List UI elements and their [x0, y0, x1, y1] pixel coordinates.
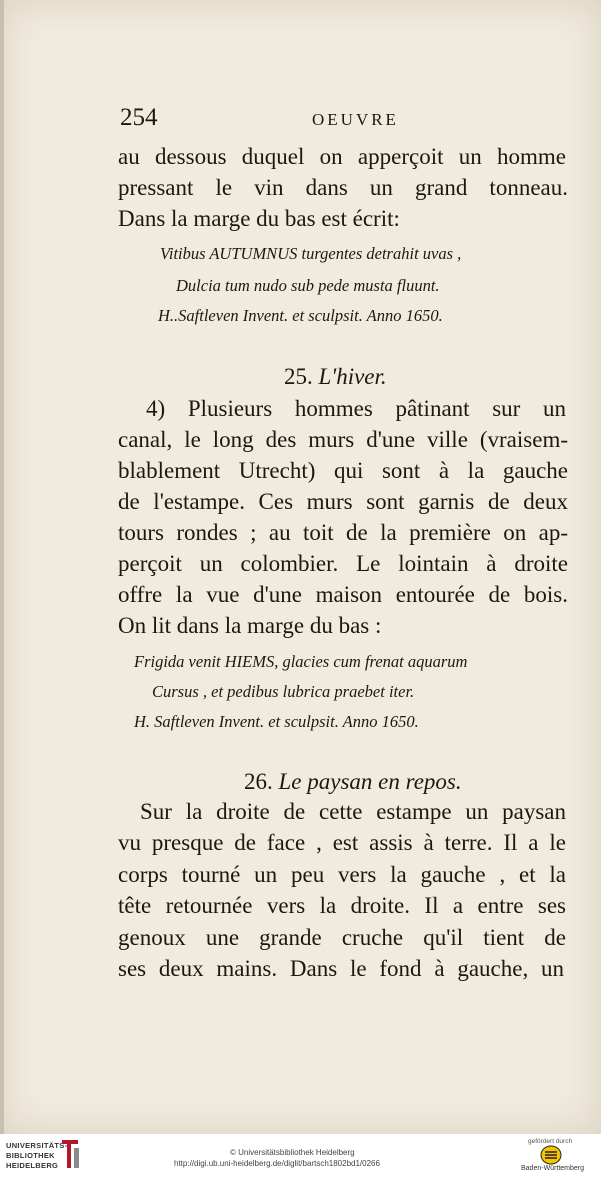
text-line: pressant le vin dans un grand tonneau.	[118, 175, 568, 200]
footer-bar	[0, 1134, 601, 1177]
library-logo-icon[interactable]	[58, 1138, 82, 1170]
verse-line: Vitibus AUTUMNUS turgentes detrahit uvas ,	[160, 244, 462, 263]
verse-signature: H..Saftleven Invent. et sculpsit. Anno 1650.	[158, 306, 443, 325]
library-name-line: UNIVERSITÄTS-	[6, 1141, 68, 1150]
verse-signature: H. Saftleven Invent. et sculpsit. Anno 1650.	[134, 712, 419, 731]
text-line: blablement Utrecht) qui sont à la gauche	[118, 458, 568, 483]
text-line: tête retournée vers la droite. Il a entre ses	[118, 893, 566, 918]
verse-line: Cursus , et pedibus lubrica praebet iter.	[152, 682, 415, 701]
entry-heading-26	[244, 769, 462, 795]
text-line: Dans la marge du bas est écrit:	[118, 206, 400, 231]
text-line: 4) Plusieurs hommes pâtinant sur un	[146, 396, 566, 421]
entry-number: 25.	[284, 364, 313, 389]
entry-title: L'hiver.	[318, 364, 387, 389]
entry-number: 26.	[244, 769, 273, 794]
funded-by-label: gefördert durch	[528, 1138, 573, 1145]
verse-line: Dulcia tum nudo sub pede musta fluunt.	[176, 276, 440, 295]
text-line: corps tourné un peu vers la gauche , et la	[118, 862, 566, 887]
running-head: OEUVRE	[312, 110, 399, 129]
verse-line: Frigida venit HIEMS, glacies cum frenat aquarum	[134, 652, 468, 671]
text-line: vu presque de face , est assis à terre. Il a le	[118, 830, 566, 855]
text-line: offre la vue d'une maison entourée de bois.	[118, 582, 568, 607]
library-name-line: BIBLIOTHEK	[6, 1151, 55, 1160]
text-line: canal, le long des murs d'une ville (vraisem-	[118, 427, 568, 452]
entry-title: Le paysan en repos.	[278, 769, 462, 794]
text-line: de l'estampe. Ces murs sont garnis de deux	[118, 489, 568, 514]
text-line: tours rondes ; au toit de la première on ap-	[118, 520, 568, 545]
source-url-link[interactable]: http://digi.ub.uni-heidelberg.de/diglit/bartsch1802bd1/0266	[174, 1159, 380, 1168]
text-line: genoux une grande cruche qu'il tient de	[118, 925, 566, 950]
text-line: perçoit un colombier. Le lointain à droite	[118, 551, 568, 576]
text-line: On lit dans la marge du bas :	[118, 613, 382, 638]
entry-heading-25	[284, 364, 387, 390]
text-line: Sur la droite de cette estampe un paysan	[140, 799, 566, 824]
text-line: ses deux mains. Dans le fond à gauche, un	[118, 956, 564, 981]
funder-name: Baden-Württemberg	[521, 1165, 585, 1172]
copyright-text: © Universitätsbibliothek Heidelberg	[230, 1148, 355, 1157]
text-line: au dessous duquel on apperçoit un homme	[118, 144, 566, 169]
state-crest-icon	[540, 1145, 562, 1165]
page-number: 254	[120, 104, 158, 131]
library-name-line: HEIDELBERG	[6, 1161, 59, 1170]
